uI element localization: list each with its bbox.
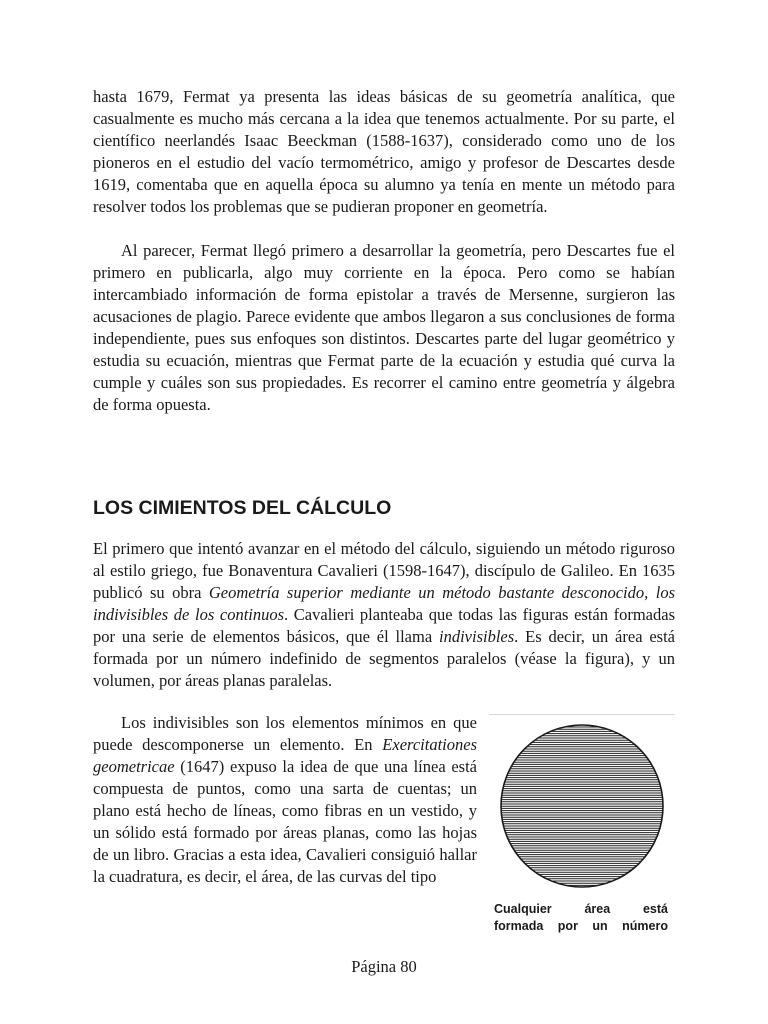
page-number: Página 80 bbox=[351, 957, 417, 976]
section-heading: LOS CIMIENTOS DEL CÁLCULO bbox=[93, 497, 392, 519]
paragraph-indivisibles bbox=[93, 712, 477, 888]
striped-circle-illustration bbox=[489, 715, 675, 897]
figure-caption bbox=[494, 901, 668, 935]
book-title-geometria: Geometría superior mediante un método bastante desconocido, los indivisibles de los continuos bbox=[93, 583, 675, 624]
paragraph-fermat-beeckman: hasta 1679, Fermat ya presenta las ideas básicas de su geometría analítica, que casualmente es mucho más cercana a la idea que tenemos actualmente. Por su parte, el científico neerlandés Isaac Beeckman (1588-1637), considerado como uno de los pioneros en el estudio del vacío termométrico, amigo y profesor de Descartes desde 1619, comentaba que en aquella época su alumno ya tenía en mente un método para resolver todos los problemas que se pudieran proponer en geometría. bbox=[93, 87, 675, 216]
figure-caption-line2: formada por un número bbox=[494, 919, 668, 933]
paragraph-indivisibles-text-a: Los indivisibles son los elementos mínimos en que puede descomponerse un elemento. En bbox=[93, 713, 477, 754]
indivisibles-figure bbox=[489, 714, 675, 897]
figure-caption-line1: Cualquier área está bbox=[494, 902, 668, 916]
paragraph-cavalieri-text-e: . Es decir, un área está formada por un número indefinido de segmentos paralelos (véase la figura), y un volumen, por áreas planas paralelas. bbox=[93, 627, 676, 690]
book-title-exercitationes: Exercitationes geometricae bbox=[93, 735, 477, 776]
paragraph-cavalieri bbox=[93, 538, 675, 692]
paragraph-indivisibles-text-c: (1647) expuso la idea de que una línea está compuesta de puntos, como una sarta de cuentas; un plano está hecho de líneas, como fibras en un vestido, y un sólido está formado por áreas planas, como las hojas de un libro. Gracias a esta idea, Cavalieri consiguió hallar la cuadratura, es decir, el área, de las curvas del tipo bbox=[93, 757, 477, 886]
term-indivisibles: indivisibles bbox=[439, 627, 515, 646]
paragraph-cavalieri-text-c: . Cavalieri planteaba que todas las figuras están formadas por una serie de elementos básicos, que él llama bbox=[93, 605, 675, 646]
paragraph-cavalieri-text-a: El primero que intentó avanzar en el método del cálculo, siguiendo un método riguroso al estilo griego, fue Bonaventura Cavalieri (1598-1647), discípulo de Galileo. En 1635 publicó su obra bbox=[93, 539, 675, 602]
paragraph-fermat-descartes: Al parecer, Fermat llegó primero a desarrollar la geometría, pero Descartes fue el primero en publicarla, algo muy corriente en la época. Pero como se habían intercambiado información de forma epistolar a través de Mersenne, surgieron las acusaciones de plagio. Parece evidente que ambos llegaron a sus conclusiones de forma independiente, pues sus enfoques son distintos. Descartes parte del lugar geométrico y estudia su ecuación, mientras que Fermat parte de la ecuación y estudia qué curva la cumple y cuáles son sus propiedades. Es recorrer el camino entre geometría y álgebra de forma opuesta. bbox=[93, 241, 675, 414]
